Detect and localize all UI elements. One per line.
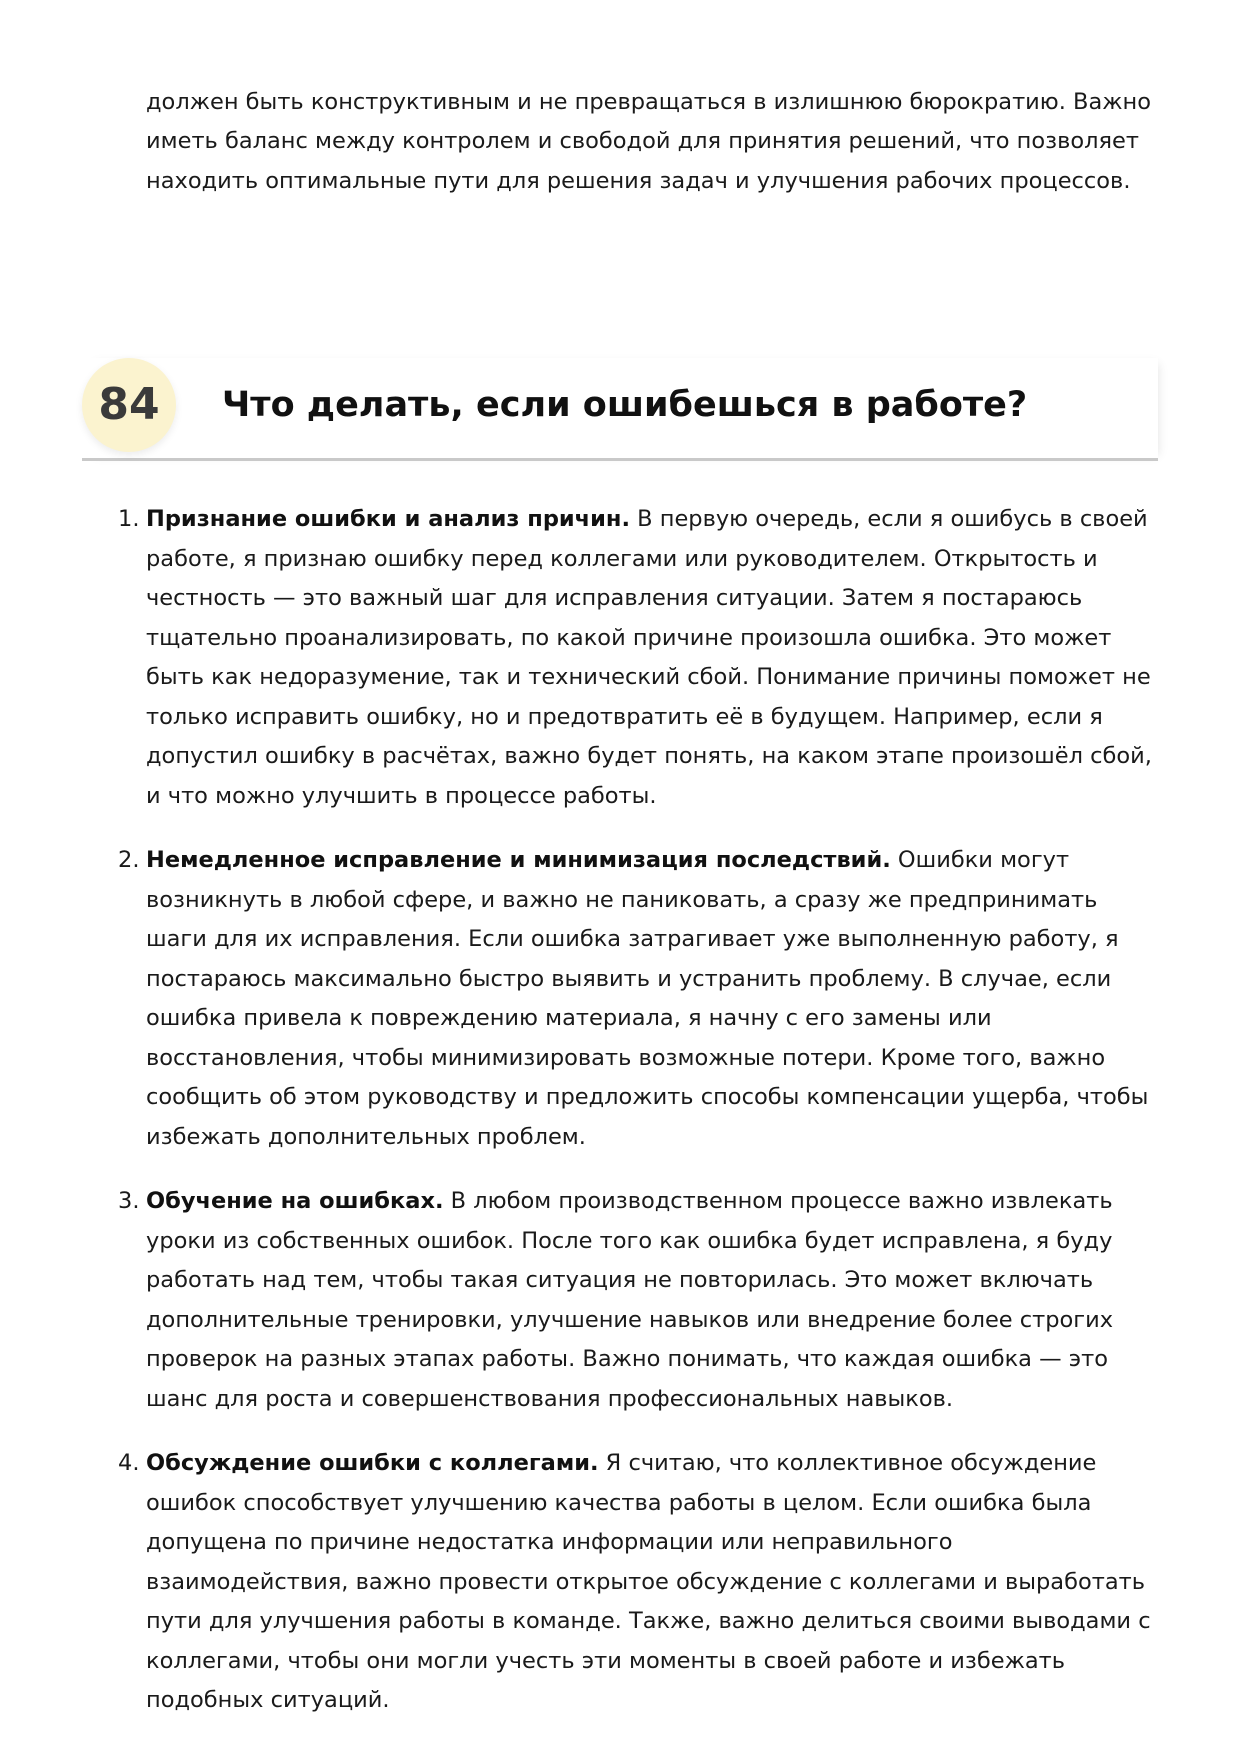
list-item bbox=[118, 841, 1158, 1157]
list-item-lead: Признание ошибки и анализ причин. bbox=[146, 506, 630, 532]
answer-list bbox=[118, 500, 1158, 1746]
section-number: 84 bbox=[98, 379, 160, 430]
section-number-badge bbox=[82, 358, 176, 452]
list-item bbox=[118, 1182, 1158, 1419]
list-item-marker: 4. bbox=[118, 1450, 140, 1476]
section-title: Что делать, если ошибешься в работе? bbox=[222, 385, 1028, 425]
section-header bbox=[82, 358, 1158, 461]
list-item-lead: Немедленное исправление и минимизация последствий. bbox=[146, 847, 891, 873]
list-item-lead: Обучение на ошибках. bbox=[146, 1188, 444, 1214]
list-item-text: В первую очередь, если я ошибусь в своей работе, я признаю ошибку перед коллегами или руководителем. Открытость и честность — это важный шаг для исправления ситуации. Затем я постараюсь тщательно проанализировать, по какой причине произошла ошибка. Это может быть как недоразумение, так и технический сбой. Понимание причины поможет не только исправить ошибку, но и предотвратить её в будущем. Например, если я допустил ошибку в расчётах, важно будет понять, на каком этапе произошёл сбой, и что можно улучшить в процессе работы. bbox=[146, 506, 1152, 809]
list-item bbox=[118, 1444, 1158, 1721]
list-item-text: В любом производственном процессе важно извлекать уроки из собственных ошибок. После того как ошибка будет исправлена, я буду работать над тем, чтобы такая ситуация не повторилась. Это может включать дополнительные тренировки, улучшение навыков или внедрение более строгих проверок на разных этапах работы. Важно понимать, что каждая ошибка — это шанс для роста и совершенствования профессиональных навыков. bbox=[146, 1188, 1114, 1412]
list-item-text: Ошибки могут возникнуть в любой сфере, и важно не паниковать, а сразу же предпринимать шаги для их исправления. Если ошибка затрагивает уже выполненную работу, я постараюсь максимально быстро выявить и устранить проблему. В случае, если ошибка привела к повреждению материала, я начну с его замены или восстановления, чтобы минимизировать возможные потери. Кроме того, важно сообщить об этом руководству и предложить способы компенсации ущерба, чтобы избежать дополнительных проблем. bbox=[146, 847, 1149, 1150]
list-item-marker: 1. bbox=[118, 506, 140, 532]
list-item-marker: 3. bbox=[118, 1188, 140, 1214]
intro-paragraph: должен быть конструктивным и не превращаться в излишнюю бюрократию. Важно иметь баланс между контролем и свободой для принятия решений, что позволяет находить оптимальные пути для решения задач и улучшения рабочих процессов. bbox=[146, 88, 1152, 194]
list-item-text: Я считаю, что коллективное обсуждение ошибок способствует улучшению качества работы в целом. Если ошибка была допущена по причине недостатка информации или неправильного взаимодействия, важно провести открытое обсуждение с коллегами и выработать пути для улучшения работы в команде. Также, важно делиться своими выводами с коллегами, чтобы они могли учесть эти моменты в своей работе и избежать подобных ситуаций. bbox=[146, 1450, 1151, 1713]
list-item bbox=[118, 500, 1158, 816]
list-item-marker: 2. bbox=[118, 847, 140, 873]
list-item-lead: Обсуждение ошибки с коллегами. bbox=[146, 1450, 599, 1476]
